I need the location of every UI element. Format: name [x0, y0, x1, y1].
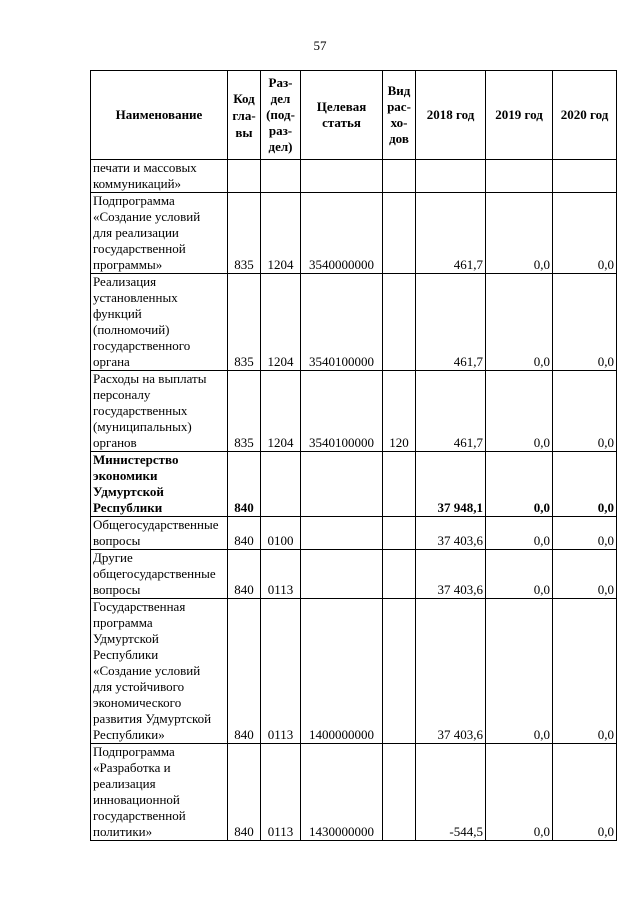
- row-section: 1204: [261, 371, 301, 452]
- table-row: [91, 452, 617, 517]
- row-value-2019: 0,0: [486, 452, 553, 517]
- row-chapter-code: 835: [228, 371, 261, 452]
- row-name: печати и массовых коммуникаций»: [91, 160, 228, 193]
- table-row: [91, 744, 617, 841]
- row-name: Государственная программа Удмуртской Республики «Создание условий для устойчивого экономического развития Удмуртской Республики»: [91, 599, 228, 744]
- table-header-row: [91, 71, 617, 160]
- row-section: 0113: [261, 550, 301, 599]
- row-expense-type: [383, 193, 416, 274]
- row-target-article: 3540100000: [301, 371, 383, 452]
- row-target-article: 3540000000: [301, 193, 383, 274]
- header-2020: 2020 год: [553, 71, 617, 160]
- row-name: Расходы на выплаты персоналу государственных (муниципальных) органов: [91, 371, 228, 452]
- header-2018: 2018 год: [416, 71, 486, 160]
- table-row: [91, 550, 617, 599]
- row-chapter-code: 840: [228, 550, 261, 599]
- row-target-article: 3540100000: [301, 274, 383, 371]
- budget-table: [90, 70, 617, 841]
- row-target-article: [301, 550, 383, 599]
- row-chapter-code: 840: [228, 452, 261, 517]
- row-target-article: 1400000000: [301, 599, 383, 744]
- row-target-article: [301, 452, 383, 517]
- row-chapter-code: 835: [228, 274, 261, 371]
- row-section: [261, 160, 301, 193]
- table-row: [91, 371, 617, 452]
- row-value-2018: 37 403,6: [416, 517, 486, 550]
- row-value-2018: 37 948,1: [416, 452, 486, 517]
- table-row: [91, 160, 617, 193]
- row-chapter-code: 840: [228, 744, 261, 841]
- row-chapter-code: 835: [228, 193, 261, 274]
- table-row: [91, 599, 617, 744]
- header-name: Наименование: [91, 71, 228, 160]
- row-value-2019: 0,0: [486, 599, 553, 744]
- header-chapter-code: Код гла- вы: [228, 71, 261, 160]
- row-value-2018: 37 403,6: [416, 550, 486, 599]
- row-section: 1204: [261, 193, 301, 274]
- row-value-2020: 0,0: [553, 193, 617, 274]
- row-expense-type: [383, 599, 416, 744]
- table-row: [91, 517, 617, 550]
- row-name: Общегосударственные вопросы: [91, 517, 228, 550]
- row-value-2020: [553, 160, 617, 193]
- row-section: 0113: [261, 599, 301, 744]
- row-value-2019: 0,0: [486, 193, 553, 274]
- row-name: Подпрограмма «Создание условий для реализации государственной программы»: [91, 193, 228, 274]
- row-value-2018: 461,7: [416, 193, 486, 274]
- row-expense-type: [383, 160, 416, 193]
- table-row: [91, 193, 617, 274]
- row-value-2019: 0,0: [486, 517, 553, 550]
- row-value-2018: 461,7: [416, 274, 486, 371]
- row-value-2020: 0,0: [553, 517, 617, 550]
- row-chapter-code: 840: [228, 599, 261, 744]
- row-value-2020: 0,0: [553, 550, 617, 599]
- row-section: [261, 452, 301, 517]
- row-value-2018: [416, 160, 486, 193]
- row-expense-type: 120: [383, 371, 416, 452]
- row-target-article: [301, 160, 383, 193]
- row-value-2019: 0,0: [486, 550, 553, 599]
- row-section: 0113: [261, 744, 301, 841]
- row-name: Подпрограмма «Разработка и реализация инновационной государственной политики»: [91, 744, 228, 841]
- row-value-2018: -544,5: [416, 744, 486, 841]
- row-expense-type: [383, 744, 416, 841]
- row-value-2019: 0,0: [486, 274, 553, 371]
- row-target-article: [301, 517, 383, 550]
- row-target-article: 1430000000: [301, 744, 383, 841]
- row-name: Реализация установленных функций (полномочий) государственного органа: [91, 274, 228, 371]
- row-value-2020: 0,0: [553, 599, 617, 744]
- row-chapter-code: 840: [228, 517, 261, 550]
- row-value-2019: 0,0: [486, 371, 553, 452]
- row-expense-type: [383, 550, 416, 599]
- row-value-2020: 0,0: [553, 371, 617, 452]
- row-chapter-code: [228, 160, 261, 193]
- row-value-2020: 0,0: [553, 744, 617, 841]
- row-value-2018: 461,7: [416, 371, 486, 452]
- row-value-2020: 0,0: [553, 274, 617, 371]
- row-value-2020: 0,0: [553, 452, 617, 517]
- table-row: [91, 274, 617, 371]
- row-section: 1204: [261, 274, 301, 371]
- row-value-2018: 37 403,6: [416, 599, 486, 744]
- row-value-2019: [486, 160, 553, 193]
- row-section: 0100: [261, 517, 301, 550]
- page-number: 57: [313, 38, 327, 53]
- row-name: Другие общегосударственные вопросы: [91, 550, 228, 599]
- row-expense-type: [383, 517, 416, 550]
- header-2019: 2019 год: [486, 71, 553, 160]
- row-name: Министерство экономики Удмуртской Республики: [91, 452, 228, 517]
- row-expense-type: [383, 452, 416, 517]
- row-value-2019: 0,0: [486, 744, 553, 841]
- row-expense-type: [383, 274, 416, 371]
- header-target-article: Целевая статья: [301, 71, 383, 160]
- header-expense-type: Вид рас- хо- дов: [383, 71, 416, 160]
- header-section: Раз- дел (под- раз- дел): [261, 71, 301, 160]
